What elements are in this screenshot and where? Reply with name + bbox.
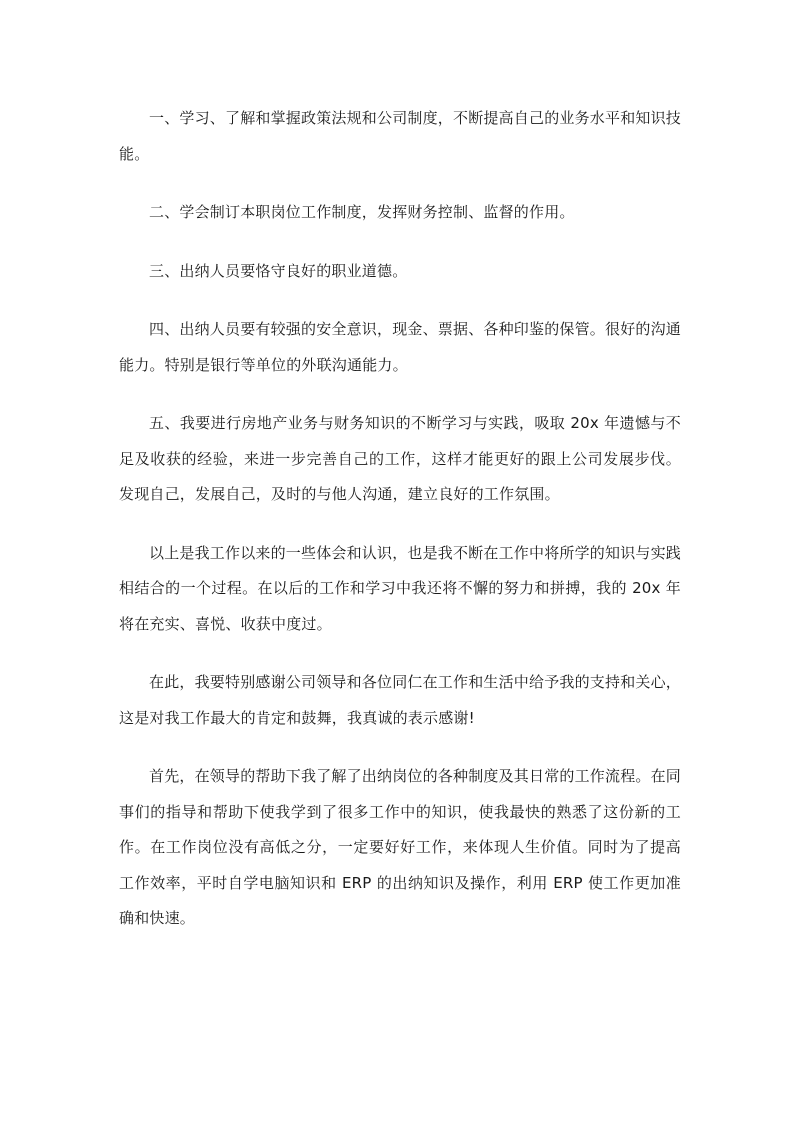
paragraph-4: 四、出纳人员要有较强的安全意识，现金、票据、各种印鉴的保管。很好的沟通能力。特别是银行等单位的外联沟通能力。 (119, 320, 682, 374)
paragraph-3: 三、出纳人员要恪守良好的职业道德。 (149, 261, 408, 280)
paragraph-8: 首先，在领导的帮助下我了解了出纳岗位的各种制度及其日常的工作流程。在同事们的指导和帮助下使我学到了很多工作中的知识，使我最快的熟悉了这份新的工作。在工作岗位没有高低之分，一定要好好工作，来体现人生价值。同时为了提高工作效率，平时自学电脑知识和 ERP 的出纳知识及操作，利用 ERP 使工作更加准确和快速。 (119, 767, 682, 927)
paragraph-1: 一、学习、了解和掌握政策法规和公司制度，不断提高自己的业务水平和知识技能。 (119, 109, 682, 163)
document-body (119, 101, 681, 960)
paragraph-6: 以上是我工作以来的一些体会和认识，也是我不断在工作中将所学的知识与实践相结合的一个过程。在以后的工作和学习中我还将不懈的努力和拼搏，我的 20x 年将在充实、喜悦、收获中度过。 (119, 543, 682, 633)
paragraph-2: 二、学会制订本职岗位工作制度，发挥财务控制、监督的作用。 (149, 203, 575, 221)
paragraph-7: 在此，我要特别感谢公司领导和各位同仁在工作和生活中给予我的支持和关心，这是对我工作最大的肯定和鼓舞，我真诚的表示感谢! (119, 673, 682, 727)
paragraph-5: 五、我要进行房地产业务与财务知识的不断学习与实践，吸取 20x 年遗憾与不足及收获的经验，来进一步完善自己的工作，这样才能更好的跟上公司发展步伐。发现自己，发展自己，及时的与他人沟通，建立良好的工作氛围。 (119, 414, 681, 503)
